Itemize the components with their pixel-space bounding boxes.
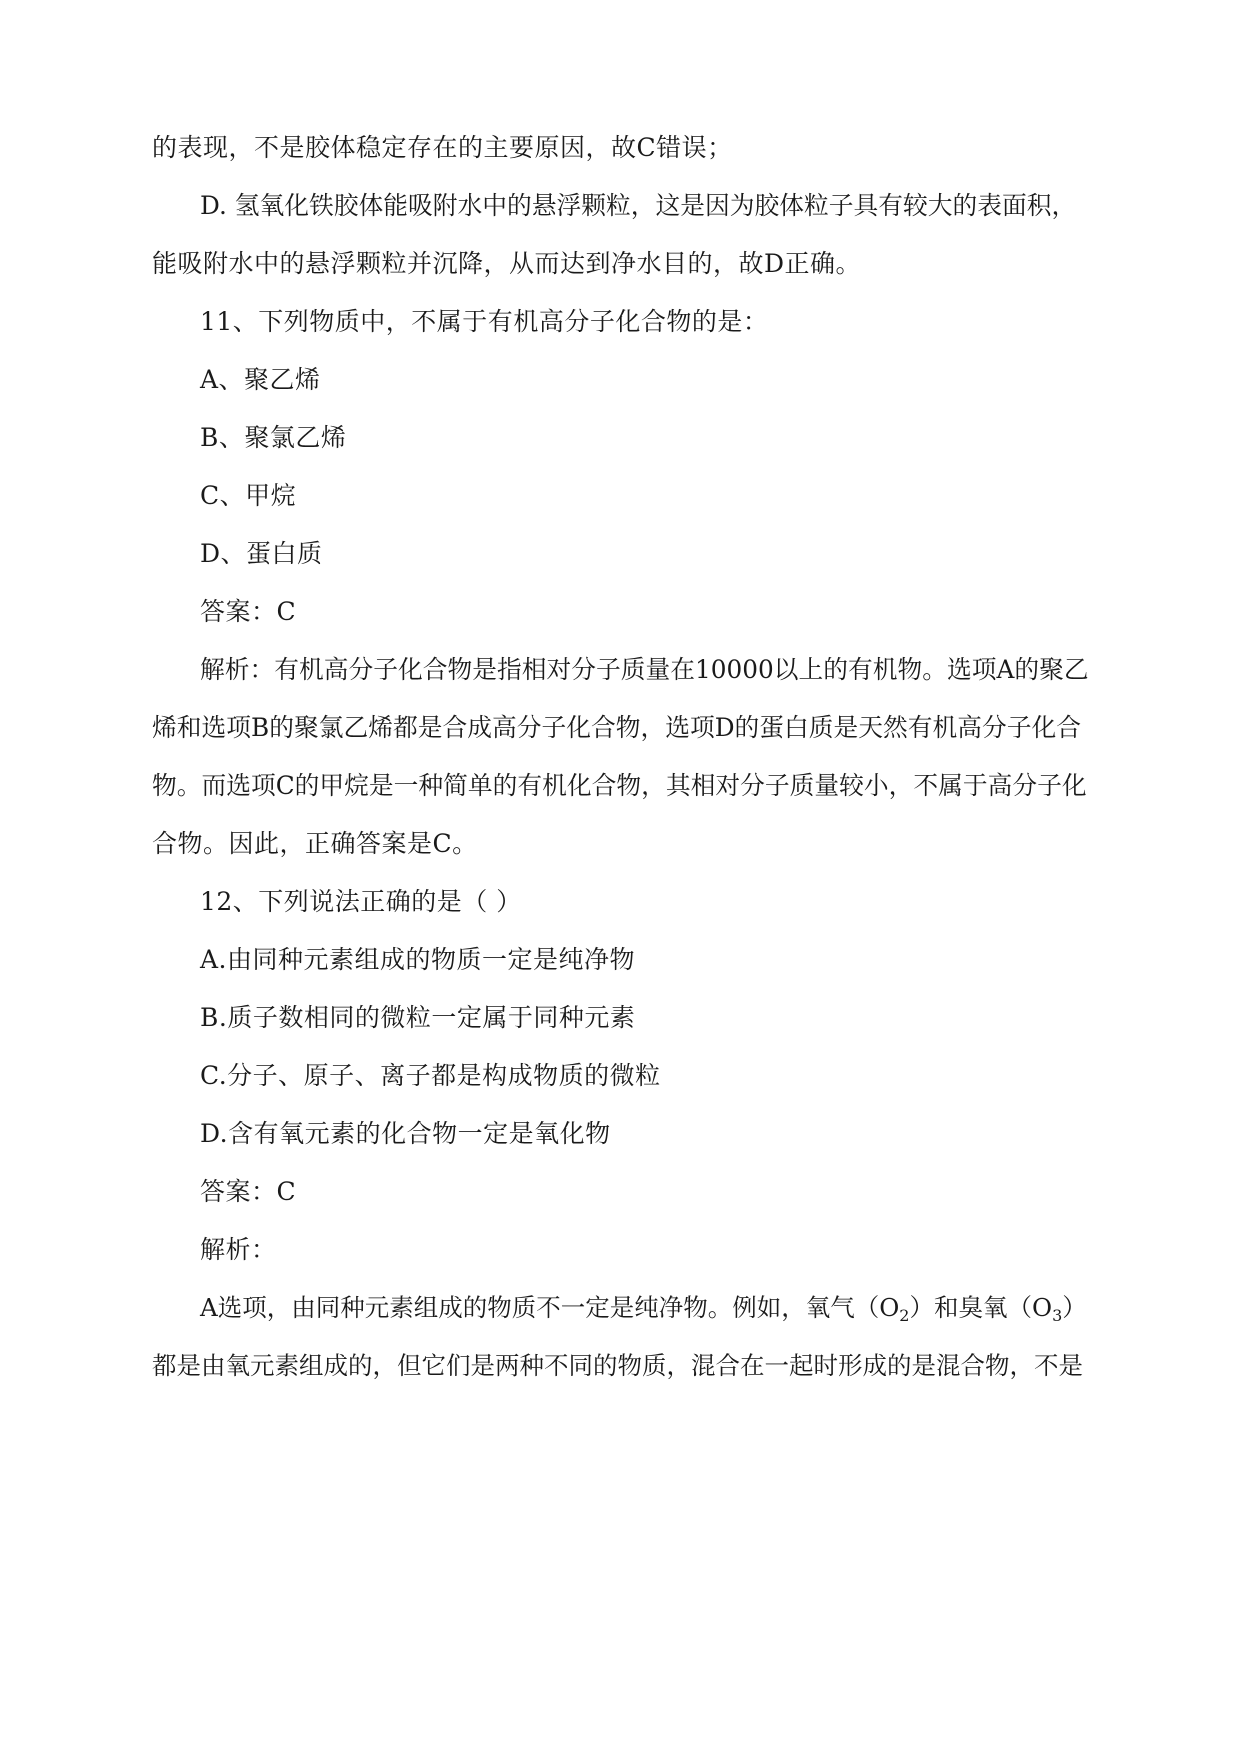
paragraph-line: 的表现，不是胶体稳定存在的主要原因，故C错误； xyxy=(152,133,733,162)
question-12-option-b: B.质子数相同的微粒一定属于同种元素 xyxy=(200,1003,636,1032)
question-11-title: 11、下列物质中，不属于有机高分子化合物的是： xyxy=(200,307,769,336)
question-12-option-c: C.分子、原子、离子都是构成物质的微粒 xyxy=(200,1061,661,1090)
question-12-analysis-line-1 xyxy=(200,1291,1087,1328)
question-12-option-d: D.含有氧元素的化合物一定是氧化物 xyxy=(200,1119,611,1148)
question-12-option-a: A.由同种元素组成的物质一定是纯净物 xyxy=(200,945,636,974)
question-11-analysis-line-3: 物。而选项C的甲烷是一种简单的有机化合物，其相对分子质量较小，不属于高分子化 xyxy=(152,771,1087,800)
question-12-analysis-line-2: 都是由氧元素组成的，但它们是两种不同的物质，混合在一起时形成的是混合物，不是 xyxy=(152,1351,1083,1380)
question-11-analysis-line-2: 烯和选项B的聚氯乙烯都是合成高分子化合物，选项D的蛋白质是天然有机高分子化合 xyxy=(152,713,1082,742)
option-d-explanation-line-2: 能吸附水中的悬浮颗粒并沉降，从而达到净水目的，故D正确。 xyxy=(152,249,862,278)
option-d-explanation-line-1: D. 氢氧化铁胶体能吸附水中的悬浮颗粒，这是因为胶体粒子具有较大的表面积， xyxy=(200,191,1077,220)
question-12-title: 12、下列说法正确的是（ ） xyxy=(200,887,522,916)
question-12-answer: 答案：C xyxy=(200,1177,297,1206)
question-12-analysis-label: 解析： xyxy=(200,1235,277,1264)
ozone-subscript: 3 xyxy=(1052,1306,1063,1325)
question-11-option-d: D、蛋白质 xyxy=(200,539,323,568)
question-11-option-a: A、聚乙烯 xyxy=(200,365,321,394)
question-11-answer: 答案：C xyxy=(200,597,297,626)
question-11-option-b: B、聚氯乙烯 xyxy=(200,423,347,452)
question-11-option-c: C、甲烷 xyxy=(200,481,297,510)
formula-text-middle: ）和臭氧（O xyxy=(909,1293,1053,1322)
formula-text-after: ） xyxy=(1062,1293,1087,1322)
question-11-analysis-line-1: 解析：有机高分子化合物是指相对分子质量在10000以上的有机物。选项A的聚乙 xyxy=(200,655,1089,684)
oxygen-subscript: 2 xyxy=(899,1306,910,1325)
question-11-analysis-line-4: 合物。因此，正确答案是C。 xyxy=(152,829,478,858)
formula-text-before: A选项，由同种元素组成的物质不一定是纯净物。例如，氧气（O xyxy=(200,1293,900,1322)
